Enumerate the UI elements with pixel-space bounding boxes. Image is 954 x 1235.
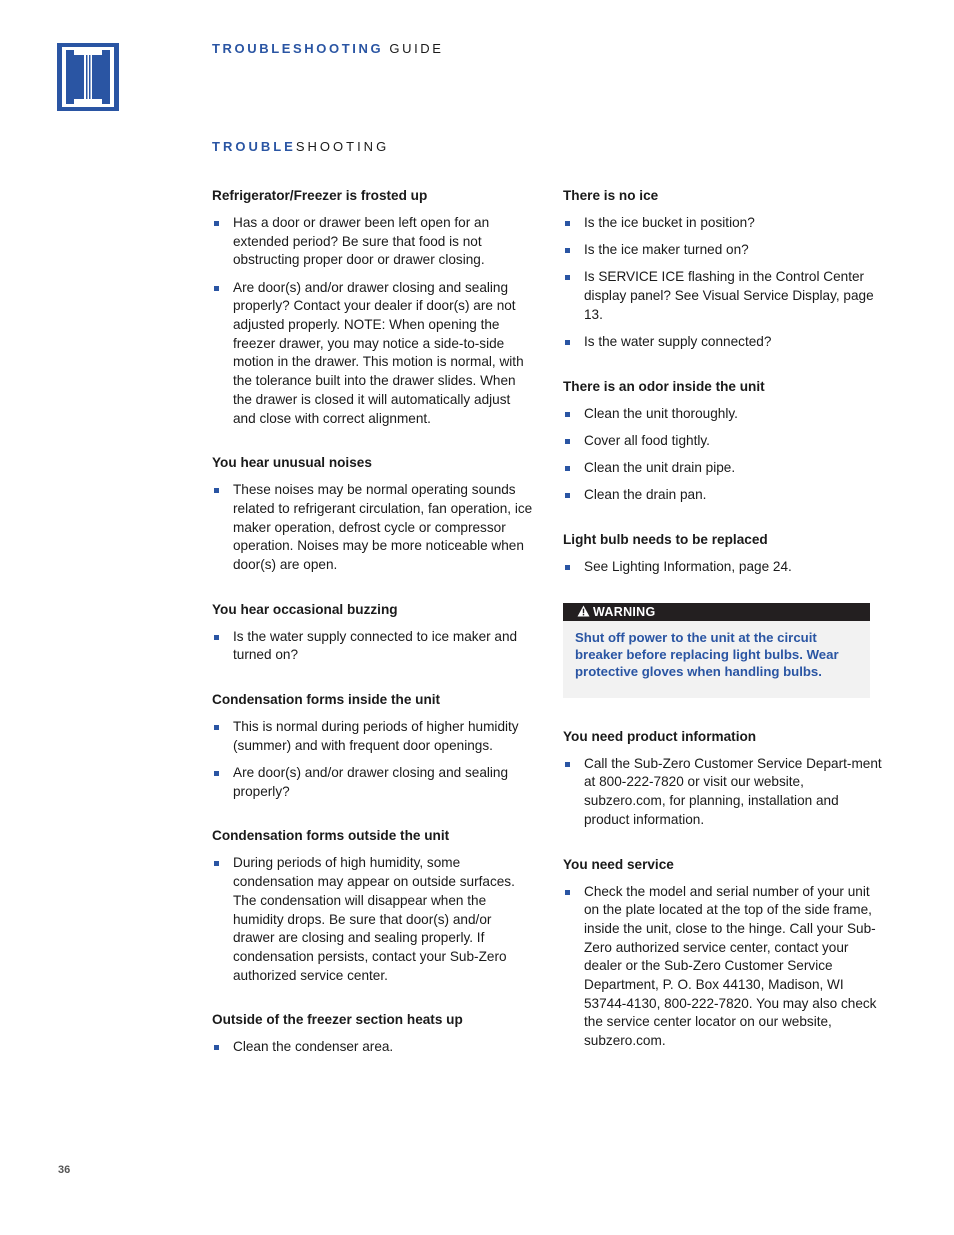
list-item [212, 718, 534, 755]
solution-list [563, 755, 883, 830]
solution-list [563, 214, 883, 352]
list-item-text: Clean the drain pan. [584, 487, 707, 503]
section-title [212, 139, 389, 154]
list-item-text: See Lighting Information, page 24. [584, 559, 792, 575]
problem-heading: You need service [563, 856, 674, 872]
list-item [212, 1038, 534, 1057]
list-item [563, 333, 883, 352]
problem-heading: There is no ice [563, 188, 659, 203]
warning-header [563, 603, 870, 621]
square-bullet-icon [214, 861, 219, 866]
square-bullet-icon [214, 771, 219, 776]
solution-list [212, 854, 534, 985]
square-bullet-icon [214, 1045, 219, 1050]
square-bullet-icon [565, 466, 570, 471]
list-item-text: Clean the unit drain pipe. [584, 460, 736, 476]
problem-heading: Outside of the freezer section heats up [212, 1012, 463, 1028]
section-title-rest: SHOOTING [295, 139, 390, 154]
sub-zero-logo-icon [57, 43, 119, 111]
header-title [212, 41, 444, 56]
list-item [563, 558, 883, 577]
solution-list [563, 405, 883, 505]
solution-list [212, 214, 534, 428]
list-item-text: Has a door or drawer been left open for an extended period? Be sure that food is not obstructing proper door or drawer closing. [233, 215, 490, 268]
warning-label: WARNING [593, 604, 656, 619]
list-item [212, 214, 534, 270]
list-item-text: Is the ice maker turned on? [584, 242, 749, 258]
problem-heading: Condensation forms inside the unit [212, 692, 441, 708]
header-title-bold: TROUBLESHOOTING [212, 41, 384, 56]
troubleshooting-block [563, 728, 883, 830]
list-item-text: Is SERVICE ICE flashing in the Control Center display panel? See Visual Service Display, page 13. [584, 269, 874, 322]
list-item-text: Are door(s) and/or drawer closing and sealing properly? [233, 765, 509, 799]
troubleshooting-block [563, 187, 883, 352]
square-bullet-icon [214, 488, 219, 493]
problem-heading: Light bulb needs to be replaced [563, 532, 768, 548]
list-item [563, 214, 883, 233]
troubleshooting-block [212, 1011, 534, 1057]
square-bullet-icon [565, 412, 570, 417]
list-item-text: Call the Sub-Zero Customer Service Depart-ment at 800-222-7820 or visit our website, subzero.com, for planning, installation and product information. [584, 755, 882, 827]
solution-list [212, 481, 534, 575]
troubleshooting-block [212, 827, 534, 985]
warning-box [563, 603, 870, 698]
list-item [563, 755, 883, 830]
square-bullet-icon [565, 493, 570, 498]
square-bullet-icon [565, 221, 570, 226]
solution-list [563, 883, 883, 1051]
list-item [212, 481, 534, 575]
troubleshooting-block [563, 856, 883, 1051]
logo [57, 43, 119, 111]
troubleshooting-block [212, 187, 534, 428]
warning-triangle-icon [577, 605, 590, 617]
problem-heading: There is an odor inside the unit [563, 378, 765, 394]
troubleshooting-block [563, 378, 883, 505]
list-item [563, 268, 883, 324]
solution-list [212, 628, 534, 665]
header-title-rest: GUIDE [383, 41, 444, 56]
square-bullet-icon [565, 565, 570, 570]
square-bullet-icon [565, 439, 570, 444]
list-item-text: Clean the condenser area. [233, 1039, 394, 1055]
square-bullet-icon [565, 890, 570, 895]
list-item-text: Are door(s) and/or drawer closing and sealing properly? Contact your dealer if door(s) are not adjusted properly. NOTE: When opening the freezer drawer, you may notice a side-to-side motion in the drawer. This motion is normal, with the tolerance built into the drawer slides. When the drawer is closed it will automatically adjust and close with correct alignment. [233, 279, 524, 426]
solution-list [563, 558, 883, 577]
problem-heading: Condensation forms outside the unit [212, 828, 450, 844]
list-item-text: Cover all food tightly. [584, 432, 710, 448]
square-bullet-icon [565, 762, 570, 767]
list-item [563, 486, 883, 505]
list-item [563, 405, 883, 424]
solution-list [212, 1038, 534, 1057]
right-column [563, 187, 883, 1077]
list-item-text: This is normal during periods of higher humidity (summer) and with frequent door openings. [233, 719, 519, 753]
troubleshooting-block [212, 601, 534, 665]
troubleshooting-block [563, 531, 883, 577]
square-bullet-icon [214, 221, 219, 226]
solution-list [212, 718, 534, 801]
page-number: 36 [58, 1164, 71, 1176]
list-item-text: Is the ice bucket in position? [584, 215, 755, 230]
square-bullet-icon [565, 275, 570, 280]
list-item-text: Is the water supply connected to ice maker and turned on? [233, 628, 518, 663]
problem-heading: You need product information [563, 728, 757, 744]
list-item-text: Check the model and serial number of your unit on the plate located at the top of the side frame, inside the unit, close to the hinge. Call your Sub-Zero authorized service center, contact your dealer or the Sub-Zero Customer Service Department, P. O. Box 44130, Madison, WI 53744-4130, 800-222-7820. You may also check the service center locator on our website, subzero.com. [584, 883, 877, 1049]
list-item [212, 628, 534, 665]
square-bullet-icon [214, 286, 219, 291]
list-item [563, 883, 883, 1051]
list-item-text: Clean the unit thoroughly. [584, 405, 738, 421]
list-item-text: Is the water supply connected? [584, 334, 772, 350]
problem-heading: Refrigerator/Freezer is frosted up [212, 188, 428, 203]
left-column [212, 187, 534, 1083]
square-bullet-icon [214, 725, 219, 730]
problem-heading: You hear occasional buzzing [212, 601, 398, 617]
square-bullet-icon [565, 248, 570, 253]
list-item [563, 459, 883, 478]
list-item [212, 279, 534, 429]
square-bullet-icon [214, 635, 219, 640]
square-bullet-icon [565, 340, 570, 345]
list-item-text: These noises may be normal operating sounds related to refrigerant circulation, fan operation, ice maker operation, defrost cycle or compressor operation. Noises may be more noticeable when door(s) are open. [233, 482, 533, 573]
list-item-text: During periods of high humidity, some condensation may appear on outside surfaces. The condensation will disappear when the humidity drops. Be sure that door(s) and/or drawer are closing and sealing properly. If condensation persists, contact your Sub-Zero authorized service center. [233, 855, 515, 983]
problem-heading: You hear unusual noises [212, 455, 372, 471]
list-item [212, 764, 534, 801]
troubleshooting-block [212, 691, 534, 801]
list-item [563, 432, 883, 451]
troubleshooting-block [212, 454, 534, 575]
list-item [563, 241, 883, 260]
list-item [212, 854, 534, 985]
warning-text: Shut off power to the unit at the circuit breaker before replacing light bulbs. Wear protective gloves when handling bulbs. [575, 629, 839, 679]
section-title-bold: TROUBLE [212, 139, 296, 154]
